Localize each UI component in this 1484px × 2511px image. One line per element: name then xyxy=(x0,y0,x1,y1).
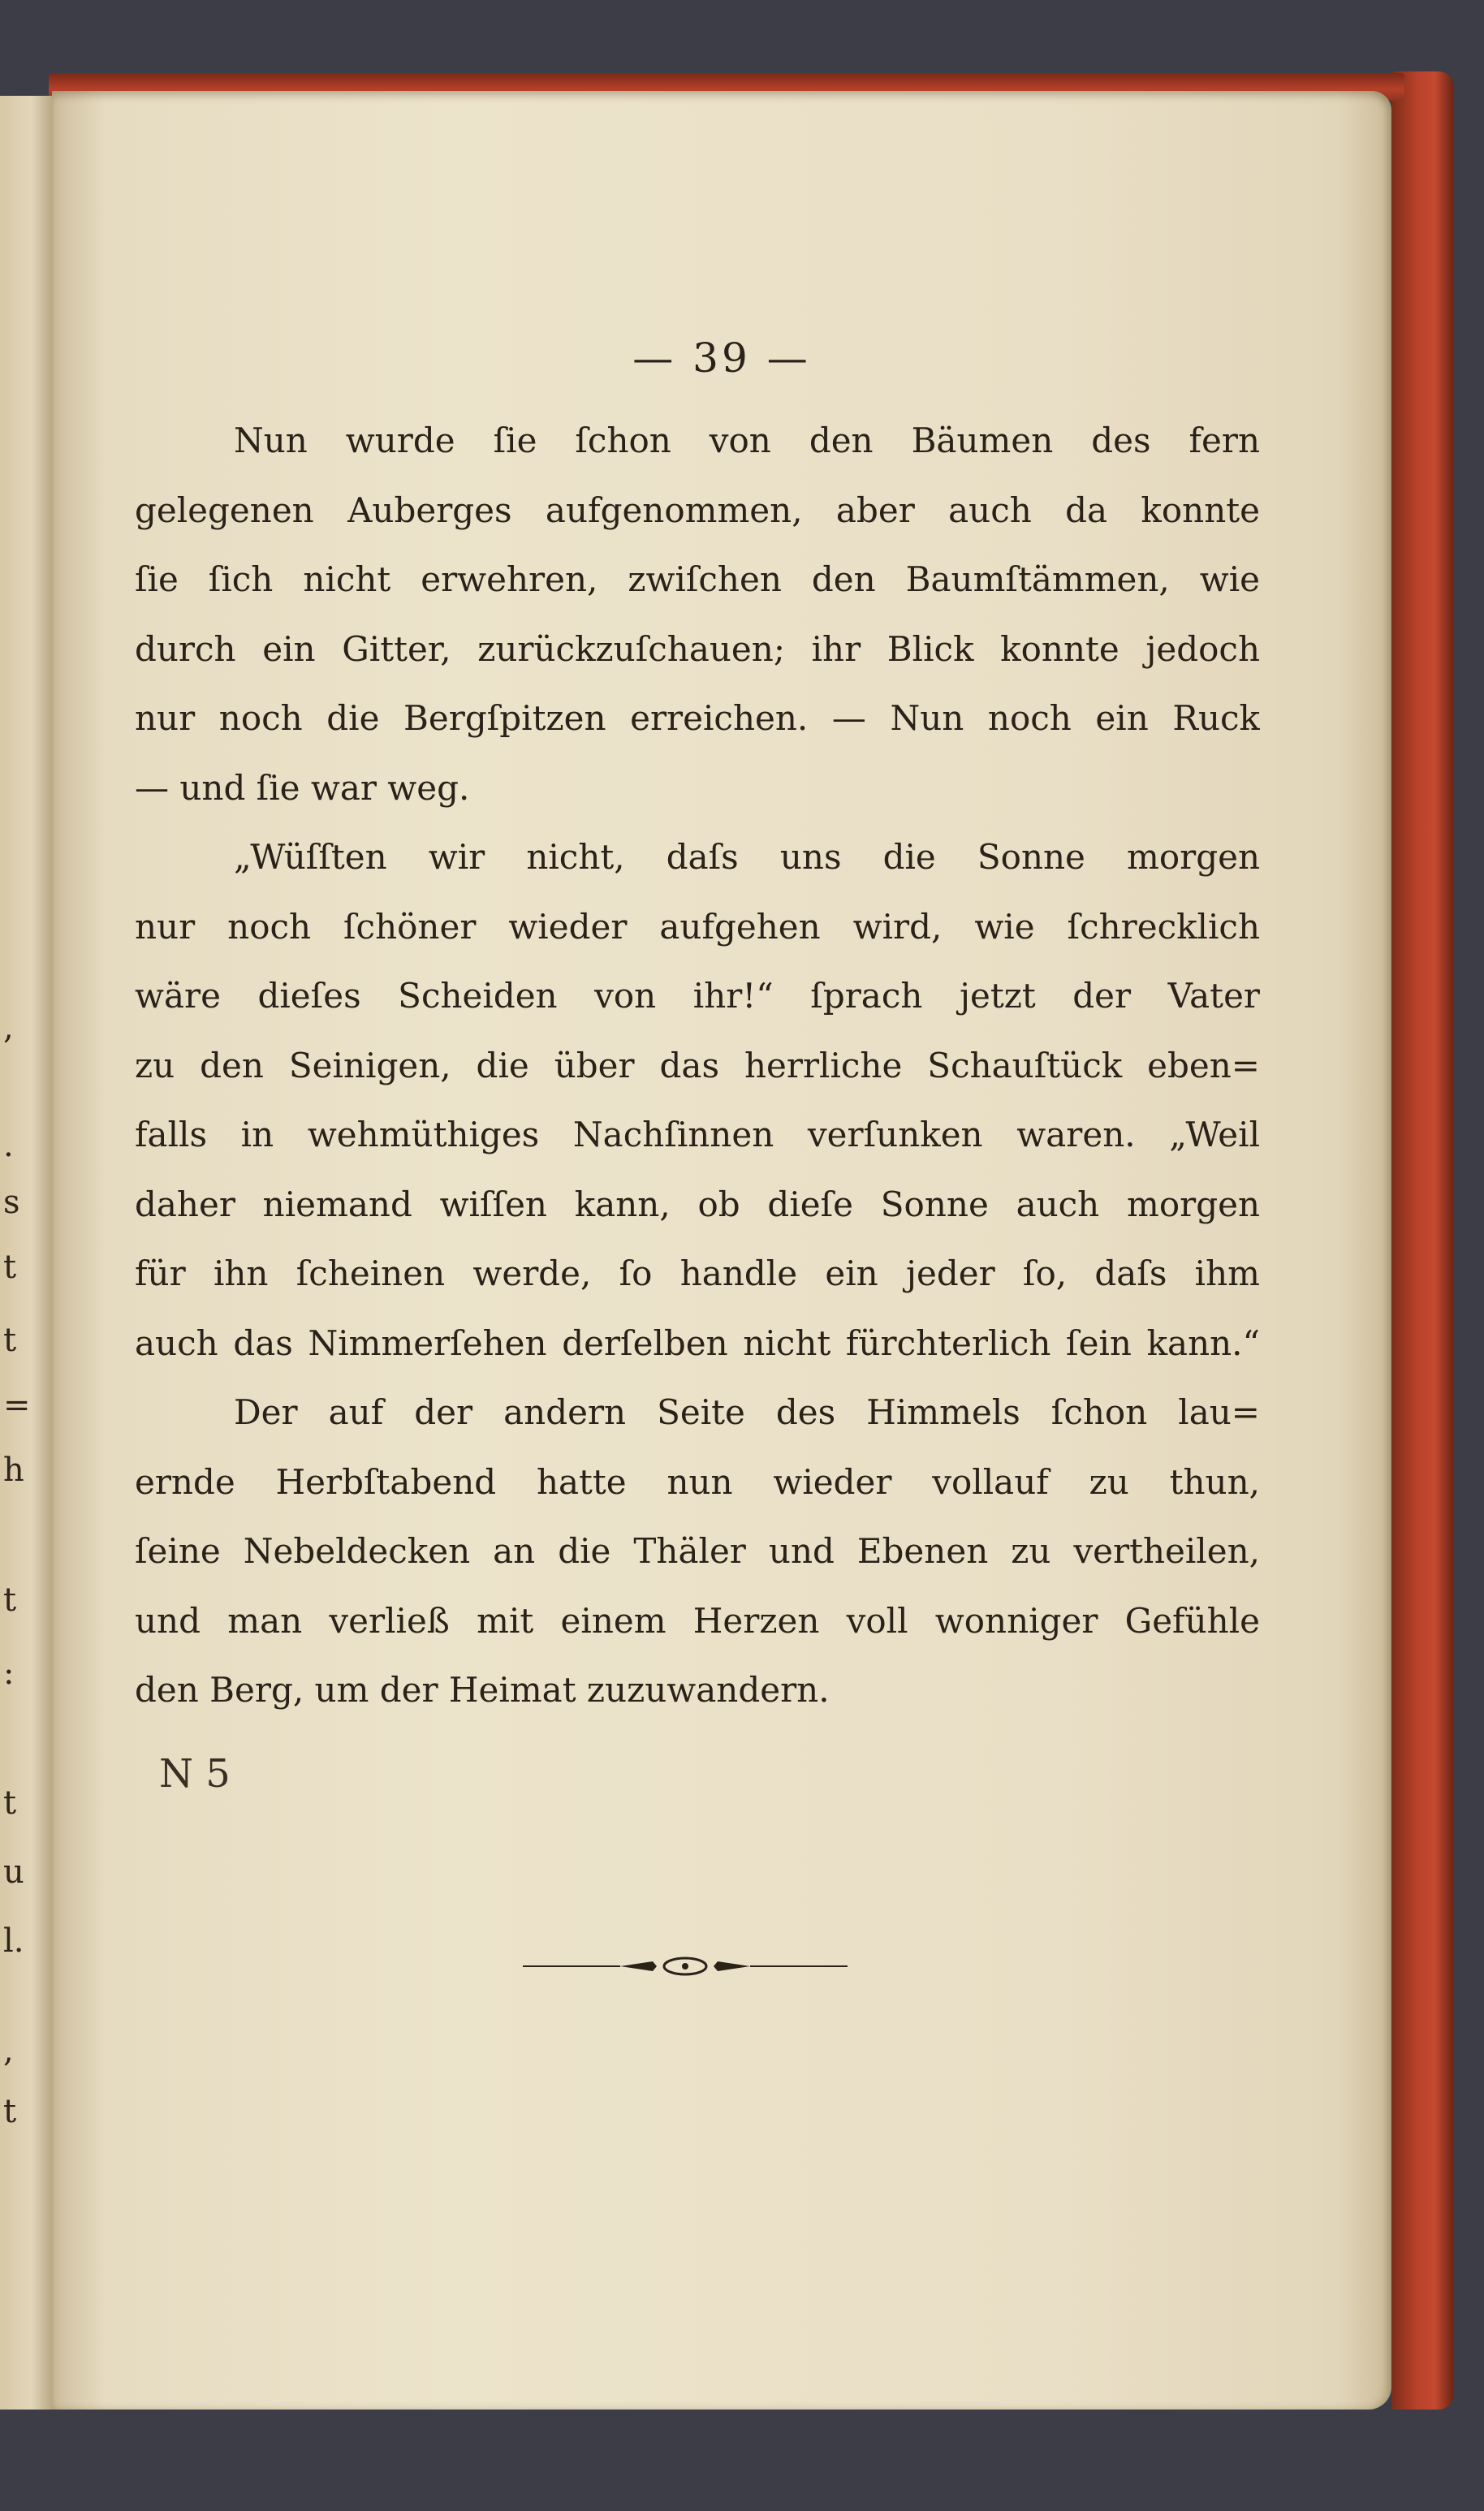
margin-char: , xyxy=(3,2032,14,2069)
text-line: gelegenen Auberges aufgenommen, aber auch da konnte xyxy=(135,490,1260,530)
text-line: falls in wehmüthiges Nachſinnen verſunken waren. „Weil xyxy=(135,1115,1260,1154)
text-line: wäre dieſes Scheiden von ihr!“ ſprach jetzt der Vater xyxy=(135,976,1260,1016)
text-line: den Berg, um der Heimat zuzuwandern. xyxy=(135,1670,830,1710)
book-page xyxy=(52,91,1391,2410)
text-line: daher niemand wiſſen kann, ob dieſe Sonne auch morgen xyxy=(135,1184,1260,1224)
book-red-edge xyxy=(1391,71,1453,2410)
margin-char: t xyxy=(3,1249,17,1286)
ornament-divider xyxy=(523,1950,848,1982)
text-line: durch ein Gitter, zurückzuſchauen; ihr Blick konnte jedoch xyxy=(135,628,1260,669)
margin-char: t xyxy=(3,1581,17,1619)
text-line: und man verließ mit einem Herzen voll wonniger Gefühle xyxy=(135,1600,1260,1641)
body-text xyxy=(135,406,1260,1725)
margin-char: = xyxy=(3,1387,31,1424)
margin-char: t xyxy=(3,1784,17,1822)
margin-char: . xyxy=(3,1127,14,1164)
text-line: „Wüſſten wir nicht, daſs uns die Sonne morgen xyxy=(234,837,1260,877)
margin-char: t xyxy=(3,2093,17,2130)
signature-mark: N 5 xyxy=(159,1751,231,1797)
margin-char: u xyxy=(3,1853,24,1891)
text-line: auch das Nimmerſehen derſelben nicht fürchterlich ſein kann.“ xyxy=(135,1322,1260,1363)
text-line: nur noch die Bergſpitzen erreichen. — Nun noch ein Ruck xyxy=(135,698,1260,738)
margin-char: , xyxy=(3,1009,14,1046)
margin-char: l. xyxy=(3,1922,24,1960)
page-number: — 39 — xyxy=(632,334,811,382)
margin-char: : xyxy=(3,1655,15,1692)
text-line: — und ſie war weg. xyxy=(135,767,470,808)
text-line: nur noch ſchöner wieder aufgehen wird, wie ſchrecklich xyxy=(135,906,1260,947)
text-line: ſie ſich nicht erwehren, zwiſchen den Baumſtämmen, wie xyxy=(135,559,1260,599)
left-page-margin xyxy=(0,96,32,2410)
margin-char: t xyxy=(3,1322,17,1359)
text-line: zu den Seinigen, die über das herrliche Schauſtück eben= xyxy=(135,1045,1260,1085)
text-line: ernde Herbſtabend hatte nun wieder vollauf zu thun, xyxy=(135,1461,1260,1502)
margin-char: h xyxy=(3,1452,24,1489)
text-line: ſeine Nebeldecken an die Thäler und Ebenen zu vertheilen, xyxy=(135,1531,1260,1571)
text-line: für ihn ſcheinen werde, ſo handle ein jeder ſo, daſs ihm xyxy=(135,1253,1260,1293)
margin-char: s xyxy=(3,1184,20,1221)
text-line: Nun wurde ſie ſchon von den Bäumen des fern xyxy=(234,421,1260,460)
text-line: Der auf der andern Seite des Himmels ſchon lau= xyxy=(234,1392,1260,1432)
